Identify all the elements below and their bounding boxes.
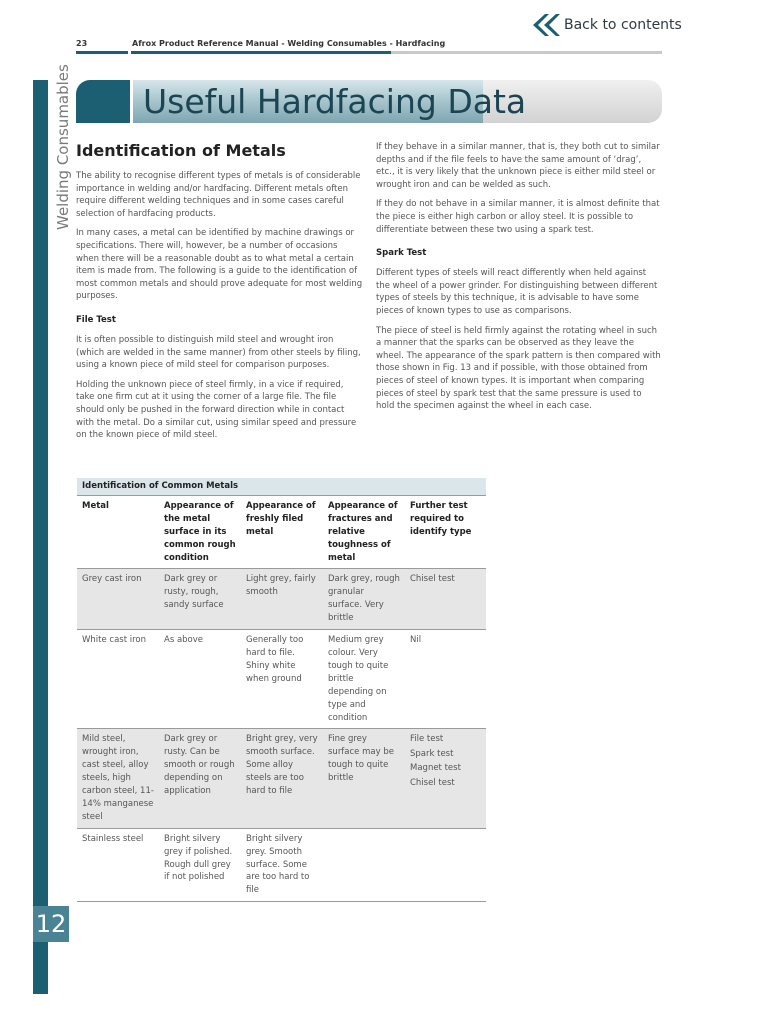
table-cell: Generally too hard to file. Shiny white when ground	[241, 630, 323, 729]
column-header: Appearance of fractures and relative toughness of metal	[323, 495, 405, 569]
table-row	[77, 630, 486, 729]
page-title: Useful Hardfacing Data	[143, 82, 527, 121]
table-cell: Chisel test	[405, 569, 486, 630]
page-number-badge: 12	[33, 906, 69, 942]
double-chevron-left-icon	[533, 14, 561, 36]
table-cell: Stainless steel	[77, 828, 159, 902]
table-header-row	[77, 495, 486, 569]
header-page-number: 23	[76, 39, 88, 48]
column-header: Appearance of the metal surface in its common rough condition	[159, 495, 241, 569]
table-row	[77, 569, 486, 630]
subheading-spark-test: Spark Test	[376, 248, 427, 259]
paragraph: Holding the unknown piece of steel firmly, in a vice if required, take one firm cut at it using the corner of a large file. The file should only be pushed in the forward direction while in contact with the metal. Do a similar cut, using similar speed and pressure on the known piece of mild steel.	[76, 379, 357, 441]
paragraph: The ability to recognise different types of metals is of considerable importance in welding and/or hardfacing. Different metals often require different welding techniques and in some cases careful selection of hardfacing products.	[76, 171, 361, 219]
table-cell: Dark grey or rusty, rough, sandy surface	[159, 569, 241, 630]
table-cell: Bright silvery grey if polished. Rough dull grey if not polished	[159, 828, 241, 902]
table-caption: Identification of Common Metals	[77, 478, 486, 495]
table-cell: Bright grey, very smooth surface. Some alloy steels are too hard to file	[241, 729, 323, 828]
table-cell: Light grey, fairly smooth	[241, 569, 323, 630]
table-row	[77, 729, 486, 828]
banner-accent	[76, 80, 130, 123]
header-rule	[391, 51, 662, 54]
test-item: Magnet test	[410, 763, 461, 774]
test-item: Spark test	[410, 748, 454, 759]
column-header: Metal	[77, 495, 159, 569]
paragraph: If they do not behave in a similar manner, it is almost definite that the piece is either high carbon or alloy steel. It is possible to differentiate between these two using a spark test.	[376, 199, 660, 235]
back-to-contents-label: Back to contents	[564, 17, 682, 33]
table-cell-further-tests	[405, 729, 486, 828]
table-cell	[323, 828, 405, 902]
paragraph: It is often possible to distinguish mild steel and wrought iron (which are welded in the same manner) from other steels by filing, using a known piece of mild steel for comparison purposes.	[76, 334, 361, 371]
section-label: Welding Consumables	[54, 64, 72, 230]
table-cell: Fine grey surface may be tough to quite brittle	[323, 729, 405, 828]
table-cell: Grey cast iron	[77, 569, 159, 630]
table-cell: Mild steel, wrought iron, cast steel, alloy steels, high carbon steel, 11-14% manganese steel	[77, 729, 159, 828]
header-rule	[131, 51, 391, 54]
column-header: Further test required to identify type	[405, 495, 486, 569]
text-column-left	[76, 141, 363, 449]
paragraph: If they behave in a similar manner, that is, they both cut to similar depths and if the file feels to have the same amount of ‘drag’, etc., it is very likely that the unknown piece is either mild steel or wrought iron and can be welded as such.	[376, 142, 660, 190]
table-cell	[405, 828, 486, 902]
header-rule	[76, 51, 128, 54]
back-to-contents-link[interactable]	[533, 14, 682, 36]
table-cell: Dark grey, rough granular surface. Very brittle	[323, 569, 405, 630]
text-column-right	[376, 141, 662, 420]
table-cell: Medium grey colour. Very tough to quite brittle depending on type and condition	[323, 630, 405, 729]
subheading-file-test: File Test	[76, 314, 116, 325]
sidebar-bar	[33, 80, 48, 994]
test-item: File test	[410, 734, 444, 745]
table-row	[77, 828, 486, 902]
paragraph: In many cases, a metal can be identified by machine drawings or specifications. There will, however, be a number of occasions when there will be a reasonable doubt as to what metal a certain item is made from. The following is a guide to the identification of most common metals and should prove adequate for most welding purposes.	[76, 228, 363, 302]
table-cell: Dark grey or rusty. Can be smooth or rough depending on application	[159, 729, 241, 828]
column-header: Appearance of freshly filed metal	[241, 495, 323, 569]
table-cell: Bright silvery grey. Smooth surface. Some are too hard to file	[241, 828, 323, 902]
paragraph: The piece of steel is held firmly against the rotating wheel in such a manner that the sparks can be observed as they leave the wheel. The appearance of the spark pattern is then compared with those shown in Fig. 13 and if possible, with those obtained from pieces of steel of known types. It is important when comparing pieces of steel by spark test that the same pressure is used to hold the specimen against the wheel in each case.	[376, 325, 661, 412]
table-cell: White cast iron	[77, 630, 159, 729]
table-cell: Nil	[405, 630, 486, 729]
running-title: Afrox Product Reference Manual - Welding Consumables - Hardfacing	[132, 39, 446, 48]
table-cell: As above	[159, 630, 241, 729]
paragraph: Different types of steels will react differently when held against the wheel of a power grinder. For distinguishing between different types of steels by this technique, it is advisable to have some pieces of known types to use as comparisons.	[376, 268, 658, 316]
section-heading: Identification of Metals	[76, 141, 286, 160]
metals-identification-table	[77, 478, 486, 902]
test-item: Chisel test	[410, 777, 455, 788]
